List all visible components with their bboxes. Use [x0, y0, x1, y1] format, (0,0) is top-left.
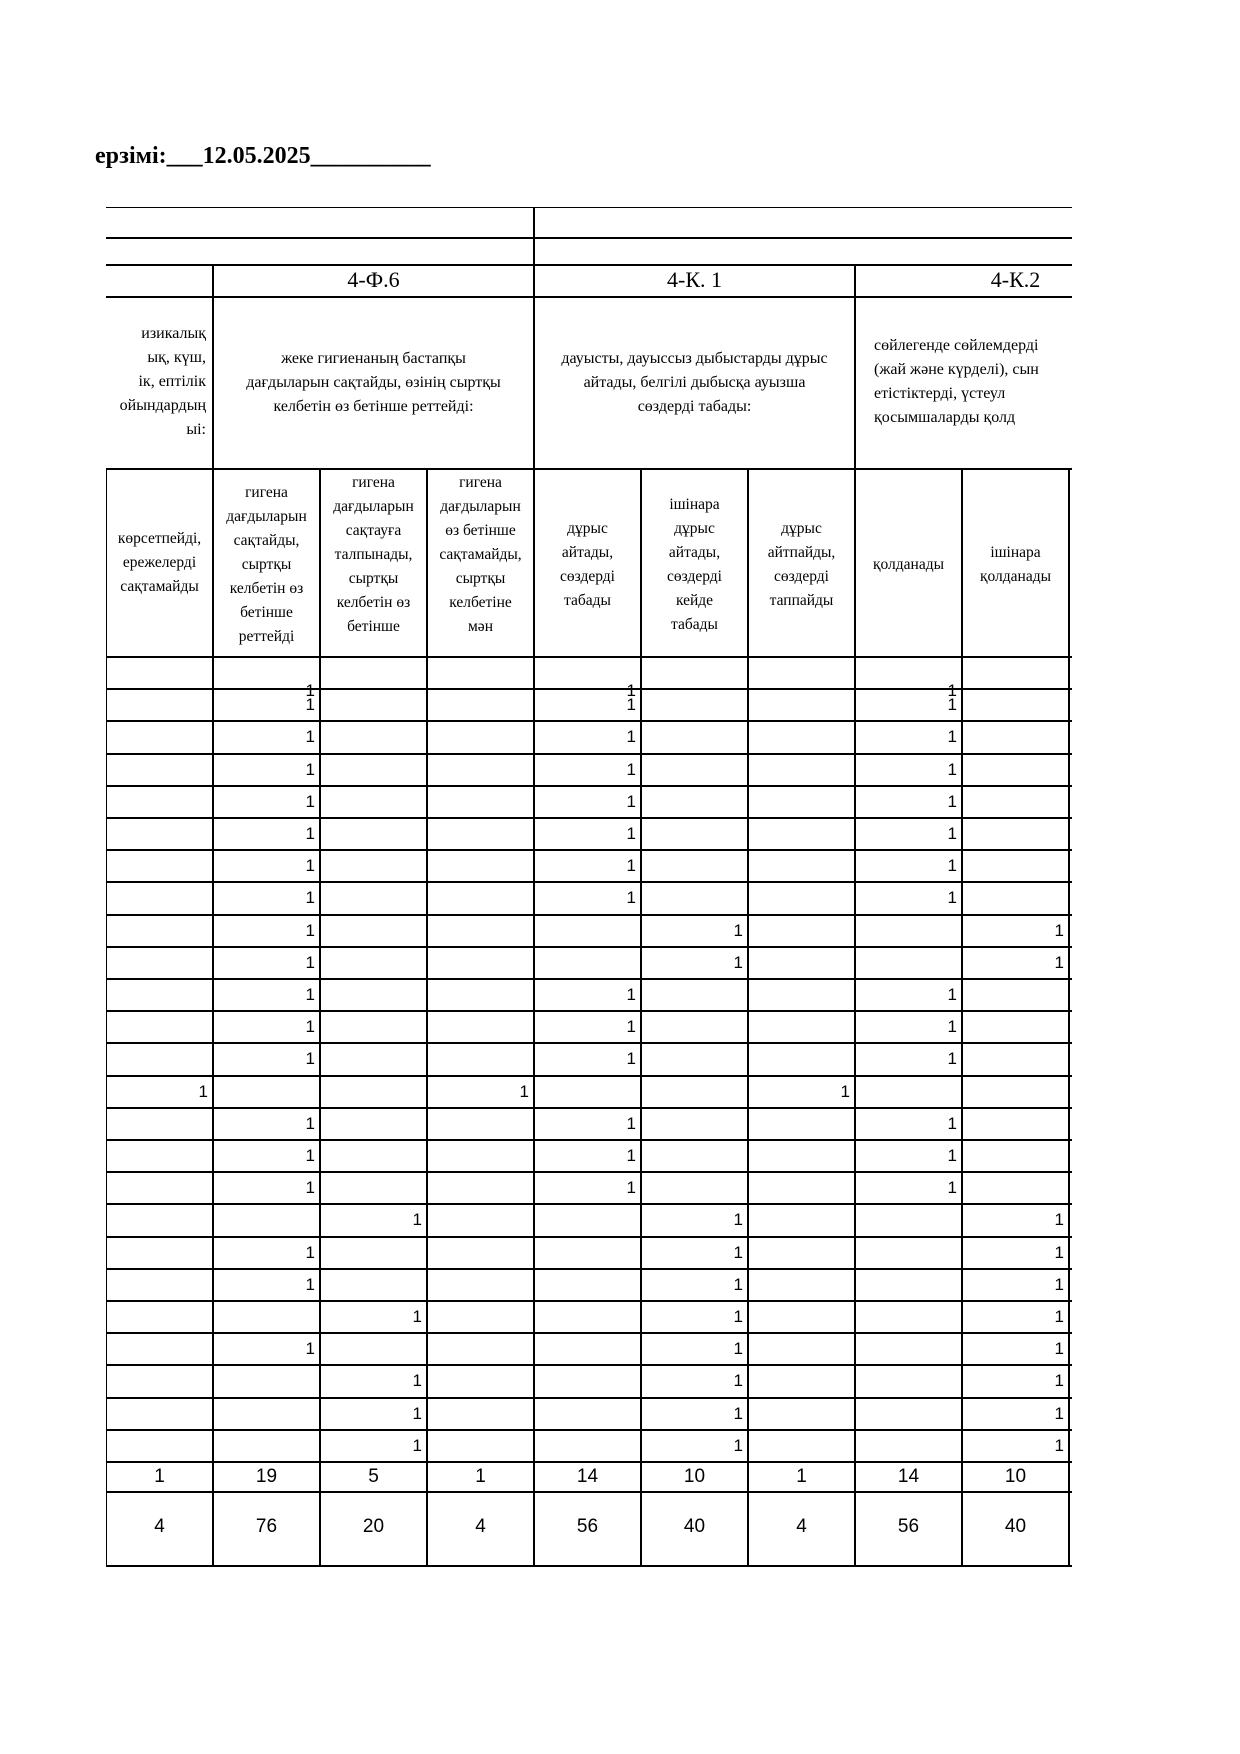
- table-cell: 1: [626, 727, 636, 747]
- table-cell: 1: [1054, 952, 1064, 972]
- table-cell: 1: [305, 1146, 315, 1165]
- percent-cell: 20: [362, 1516, 385, 1537]
- table-cell: 1: [305, 1049, 315, 1069]
- date-line: ерзімі:___12.05.2025__________: [95, 143, 431, 169]
- table-cell: 1: [1054, 1403, 1064, 1423]
- grid-vline: [426, 469, 428, 1566]
- criterion-sentences: сөйлегенде сөйлемдерді (жай және күрделі), сын етістіктерді, үстеул қосымшаларды қолд: [874, 337, 1039, 426]
- table-cell: 1: [947, 759, 957, 779]
- table-cell: 1: [626, 1178, 636, 1198]
- grid-hline: [106, 1565, 1072, 1567]
- grid-hline: [106, 1042, 1072, 1044]
- table-cell: 1: [305, 888, 315, 908]
- code-4-k1: 4-К. 1: [667, 267, 722, 292]
- table-cell: 1: [733, 1210, 743, 1230]
- grid-hline: [106, 946, 1072, 948]
- table-cell: 1: [840, 1081, 850, 1101]
- grid-hline: [106, 296, 1072, 298]
- sub-header-col1: гигена дағдыларын сақтайды, сыртқы келбетін өз бетінше реттейді: [226, 484, 307, 645]
- table-cell: 1: [733, 952, 743, 972]
- table-cell: 1: [412, 1307, 422, 1326]
- table-cell: 1: [1054, 1210, 1064, 1230]
- grid-hline: [106, 1461, 1072, 1463]
- assessment-table: [106, 207, 1072, 1582]
- table-cell: 1: [947, 1017, 957, 1037]
- table-cell: 1: [947, 1049, 957, 1069]
- table-cell: 1: [305, 1017, 315, 1037]
- table-cell: 1: [947, 985, 957, 1004]
- grid-hline: [106, 1491, 1072, 1493]
- table-cell: 1: [305, 1274, 315, 1294]
- total-cell: 10: [1004, 1466, 1027, 1487]
- grid-hline: [106, 1364, 1072, 1366]
- grid-hline: [106, 881, 1072, 883]
- percent-cell: 4: [796, 1516, 807, 1537]
- grid-hline: [106, 1332, 1072, 1334]
- percent-cell: 40: [683, 1516, 706, 1537]
- table-cell: 1: [305, 1339, 315, 1359]
- grid-hline: [106, 914, 1072, 916]
- sub-header-col4: дұрыс айтады, сөздерді табады: [560, 520, 615, 609]
- code-4-k2: 4-К.2: [990, 267, 1041, 292]
- grid-hline: [106, 720, 1072, 722]
- criterion-partial: изикалық ық, күш, ік, ептілік ойындардың ыі:: [119, 325, 206, 438]
- table-cell: 1: [1054, 1435, 1064, 1455]
- table-cell: 1: [305, 920, 315, 940]
- grid-hline: [106, 1268, 1072, 1270]
- table-cell: 1: [733, 1242, 743, 1262]
- table-cell: 1: [947, 1113, 957, 1133]
- table-cell: 1: [305, 695, 315, 715]
- table-cell: 1: [305, 1242, 315, 1262]
- total-cell: 1: [154, 1466, 165, 1487]
- table-cell: 1: [1054, 1274, 1064, 1294]
- percent-cell: 76: [255, 1516, 278, 1537]
- table-cell: 1: [519, 1081, 529, 1101]
- table-cell: 1: [733, 1307, 743, 1326]
- grid-hline: [106, 656, 1072, 658]
- grid-hline: [106, 1171, 1072, 1173]
- table-cell: 1: [947, 1178, 957, 1198]
- table-cell: 1: [947, 695, 957, 715]
- percent-cell: 4: [475, 1516, 486, 1537]
- sub-header-col2: гигена дағдыларын сақтауға талпынады, сыртқы келбетін өз бетінше: [333, 474, 414, 635]
- table-cell: 1: [1054, 1371, 1064, 1391]
- table-cell: 1: [947, 824, 957, 843]
- percent-cell: 56: [576, 1516, 599, 1537]
- total-cell: 5: [368, 1466, 379, 1487]
- table-cell: 1: [626, 791, 636, 811]
- table-cell: 1: [733, 1403, 743, 1423]
- table-cell: 1: [412, 1371, 422, 1391]
- table-cell: 1: [947, 1146, 957, 1165]
- table-cell: 1: [626, 888, 636, 908]
- table-cell: 1: [626, 1146, 636, 1165]
- total-cell: 1: [475, 1466, 486, 1487]
- total-cell: 14: [897, 1466, 920, 1487]
- percent-cell: 56: [897, 1516, 920, 1537]
- table-cell: 1: [733, 1435, 743, 1455]
- table-cell: 1: [305, 681, 315, 700]
- table-cell: 1: [626, 695, 636, 715]
- grid-hline: [106, 1010, 1072, 1012]
- percent-cell: 4: [154, 1516, 165, 1537]
- grid-hline: [106, 978, 1072, 980]
- grid-vline: [747, 469, 749, 1566]
- table-cell: 1: [1054, 920, 1064, 940]
- sub-header-col5: ішінара дұрыс айтады, сөздерді кейде табады: [667, 496, 722, 633]
- total-cell: 19: [255, 1466, 278, 1487]
- grid-hline: [106, 1300, 1072, 1302]
- criterion-sounds: дауысты, дауыссыз дыбыстарды дұрыс айтады, белгілі дыбысқа ауызша сөздерді табады:: [561, 350, 828, 415]
- criterion-hygiene: жеке гигиенаның бастапқы дағдыларын сақтайды, өзінің сыртқы келбетін өз бетінше реттейді:: [246, 350, 501, 415]
- table-cell: 1: [626, 856, 636, 876]
- table-cell: 1: [1054, 1339, 1064, 1359]
- code-4-f6: 4-Ф.6: [347, 267, 400, 292]
- table-cell: 1: [733, 1274, 743, 1294]
- table-cell: 1: [305, 1178, 315, 1198]
- table-cell: 1: [305, 856, 315, 876]
- table-cell: 1: [733, 1371, 743, 1391]
- table-cell: 1: [626, 985, 636, 1004]
- table-cell: 1: [626, 759, 636, 779]
- grid-hline: [106, 1429, 1072, 1431]
- table-cell: 1: [305, 952, 315, 972]
- table-cell: 1: [412, 1435, 422, 1455]
- table-cell: 1: [198, 1081, 208, 1101]
- table-cell: 1: [305, 727, 315, 747]
- total-cell: 14: [576, 1466, 599, 1487]
- table-cell: 1: [1054, 1307, 1064, 1326]
- table-cell: 1: [305, 985, 315, 1004]
- table-cell: 1: [412, 1210, 422, 1230]
- table-cell: 1: [626, 824, 636, 843]
- grid-hline: [106, 817, 1072, 819]
- table-cell: 1: [305, 791, 315, 811]
- grid-vline: [106, 469, 107, 1566]
- grid-hline: [106, 1075, 1072, 1077]
- grid-hline: [106, 1139, 1072, 1141]
- table-cell: 1: [626, 1049, 636, 1069]
- table-cell: 1: [733, 920, 743, 940]
- total-cell: 10: [683, 1466, 706, 1487]
- table-cell: 1: [947, 888, 957, 908]
- grid-hline: [106, 1236, 1072, 1238]
- table-cell: 1: [305, 1113, 315, 1133]
- grid-vline: [1068, 469, 1070, 1566]
- sub-header-col6: дұрыс айтпайды, сөздерді таппайды: [767, 520, 836, 609]
- percent-cell: 40: [1004, 1516, 1027, 1537]
- grid-hline: [106, 264, 1072, 266]
- grid-hline: [106, 753, 1072, 755]
- sub-header-col3: гигена дағдыларын өз бетінше сақтамайды, сыртқы келбетіне мән: [439, 474, 522, 635]
- table-cell: 1: [947, 791, 957, 811]
- table-cell: 1: [733, 1339, 743, 1359]
- table-cell: 1: [947, 681, 957, 700]
- table-cell: 1: [1054, 1242, 1064, 1262]
- table-cell: 1: [626, 1017, 636, 1037]
- table-cell: 1: [947, 856, 957, 876]
- table-cell: 1: [626, 1113, 636, 1133]
- grid-hline: [106, 1397, 1072, 1399]
- grid-hline: [106, 1107, 1072, 1109]
- grid-hline: [106, 1203, 1072, 1205]
- grid-hline: [106, 207, 1072, 208]
- grid-hline: [106, 849, 1072, 851]
- grid-hline: [106, 237, 1072, 239]
- table-cell: 1: [947, 727, 957, 747]
- sub-header-col0: көрсетпейді, ережелерді сақтамайды: [117, 530, 202, 595]
- total-cell: 1: [796, 1466, 807, 1487]
- sub-header-col8: ішінара қолданады: [979, 544, 1052, 585]
- table-cell: 1: [305, 759, 315, 779]
- sub-header-col7: қолданады: [872, 556, 945, 573]
- grid-hline: [106, 468, 1072, 470]
- table-cell: 1: [626, 681, 636, 700]
- table-cell: 1: [412, 1403, 422, 1423]
- table-cell: 1: [305, 824, 315, 843]
- grid-hline: [106, 785, 1072, 787]
